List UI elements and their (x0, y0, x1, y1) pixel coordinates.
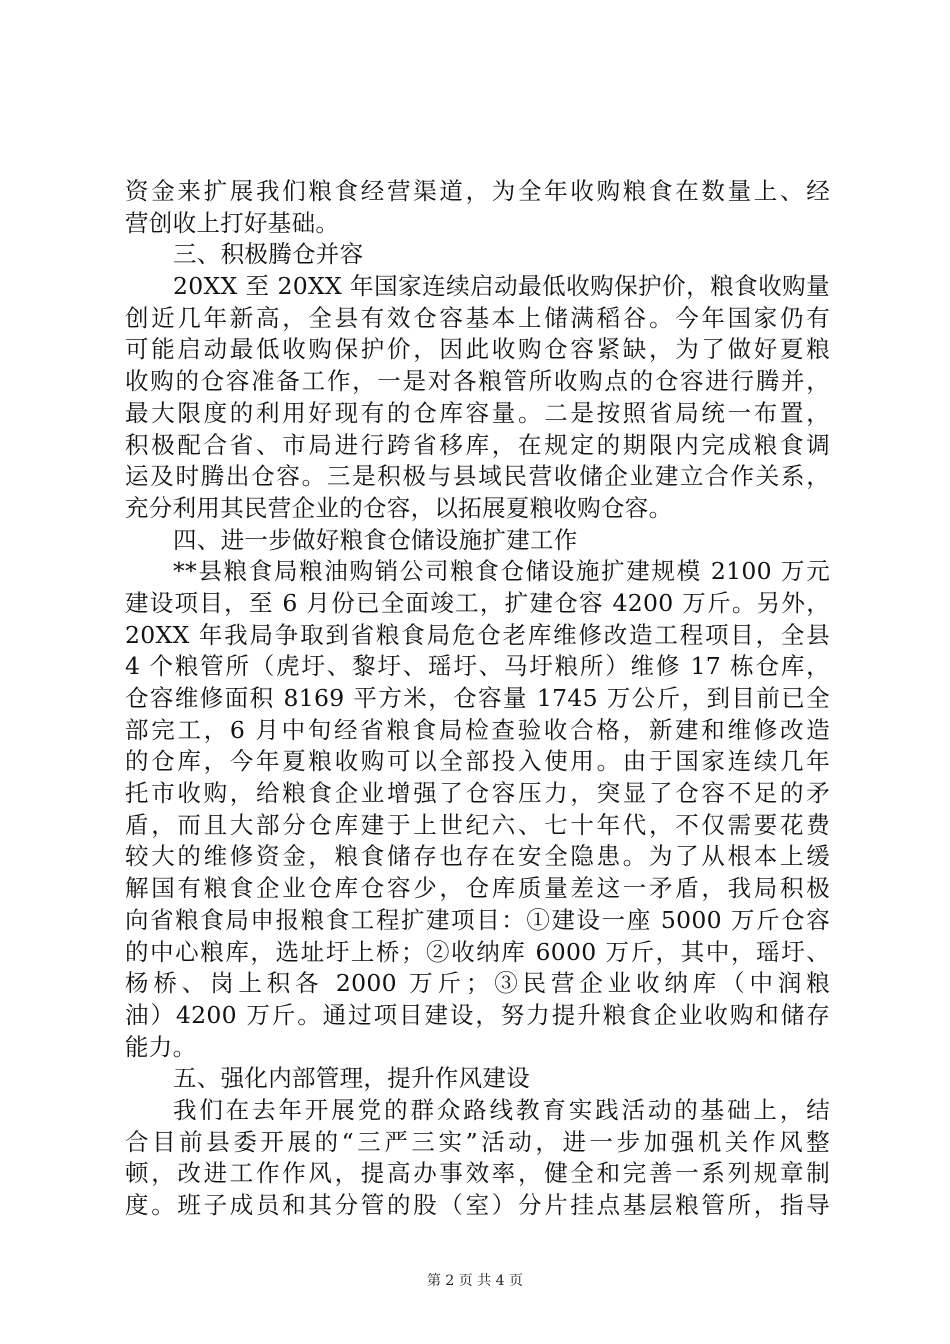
text-line: 最大限度的利用好现有的仓库容量。二是按照省局统一布置， (125, 398, 830, 427)
text-line: 营创收上打好基础。 (125, 208, 340, 237)
text-line: 我们在去年开展党的群众路线教育实践活动的基础上，结 (173, 1095, 830, 1124)
text-line: 部完工，6 月中旬经省粮食局检查验收合格，新建和维修改造 (125, 715, 830, 744)
text-line: 五、强化内部管理，提升作风建设 (173, 1064, 530, 1093)
text-line: 积极配合省、市局进行跨省移库，在规定的期限内完成粮食调 (125, 430, 830, 459)
text-line: 合目前县委开展的“三严三实”活动，进一步加强机关作风整 (125, 1127, 830, 1156)
text-line: 4 个粮管所（虎圩、黎圩、瑶圩、马圩粮所）维修 17 栋仓库， (125, 652, 830, 681)
text-line: 四、进一步做好粮食仓储设施扩建工作 (173, 525, 578, 554)
text-line: 盾，而且大部分仓库建于上世纪六、七十年代，不仅需要花费 (125, 810, 830, 839)
text-line: 杨桥、岗上积各 2000 万斤；③民营企业收纳库（中润粮 (125, 969, 830, 998)
text-line: 向省粮食局申报粮食工程扩建项目：①建设一座 5000 万斤仓容 (125, 905, 830, 934)
text-line: 收购的仓容准备工作，一是对各粮管所收购点的仓容进行腾并， (125, 367, 830, 396)
text-line: 顿，改进工作作风，提高办事效率，健全和完善一系列规章制 (125, 1159, 830, 1188)
text-line: 三、积极腾仓并容 (173, 240, 364, 269)
text-line: 的中心粮库，选址圩上桥；②收纳库 6000 万斤，其中，瑶圩、 (125, 937, 830, 966)
text-line: 运及时腾出仓容。三是积极与县域民营收储企业建立合作关系， (125, 462, 830, 491)
page-footer: 第 2 页 共 4 页 (426, 1273, 524, 1289)
text-line: 较大的维修资金，粮食储存也存在安全隐患。为了从根本上缓 (125, 842, 830, 871)
text-line: 能力。 (125, 1032, 197, 1061)
text-line: 创近几年新高，全县有效仓容基本上储满稻谷。今年国家仍有 (125, 303, 830, 332)
text-line: 20XX 年我局争取到省粮食局危仓老库维修改造工程项目，全县 (125, 620, 830, 649)
text-line: 解国有粮食企业仓库仓容少，仓库质量差这一矛盾，我局积极 (125, 874, 830, 903)
text-line: 充分利用其民营企业的仓容，以拓展夏粮收购仓容。 (125, 493, 673, 522)
text-line: 度。班子成员和其分管的股（室）分片挂点基层粮管所，指导 (125, 1191, 830, 1219)
text-line: 油）4200 万斤。通过项目建设，努力提升粮食企业收购和储存 (125, 1000, 830, 1029)
text-line: **县粮食局粮油购销公司粮食仓储设施扩建规模 2100 万元 (173, 557, 830, 586)
text-line: 20XX 至 20XX 年国家连续启动最低收购保护价，粮食收购量 (173, 272, 830, 301)
text-line: 的仓库，今年夏粮收购可以全部投入使用。由于国家连续几年 (125, 747, 830, 776)
text-line: 可能启动最低收购保护价，因此收购仓容紧缺，为了做好夏粮 (125, 335, 830, 364)
text-line: 资金来扩展我们粮食经营渠道，为全年收购粮食在数量上、经 (125, 177, 830, 205)
document-body (125, 176, 830, 1222)
text-line: 建设项目，至 6 月份已全面竣工，扩建仓容 4200 万斤。另外， (125, 588, 830, 617)
text-line: 托市收购，给粮食企业增强了仓容压力，突显了仓容不足的矛 (125, 779, 830, 808)
text-line: 仓容维修面积 8169 平方米，仓容量 1745 万公斤，到目前已全 (125, 684, 830, 712)
